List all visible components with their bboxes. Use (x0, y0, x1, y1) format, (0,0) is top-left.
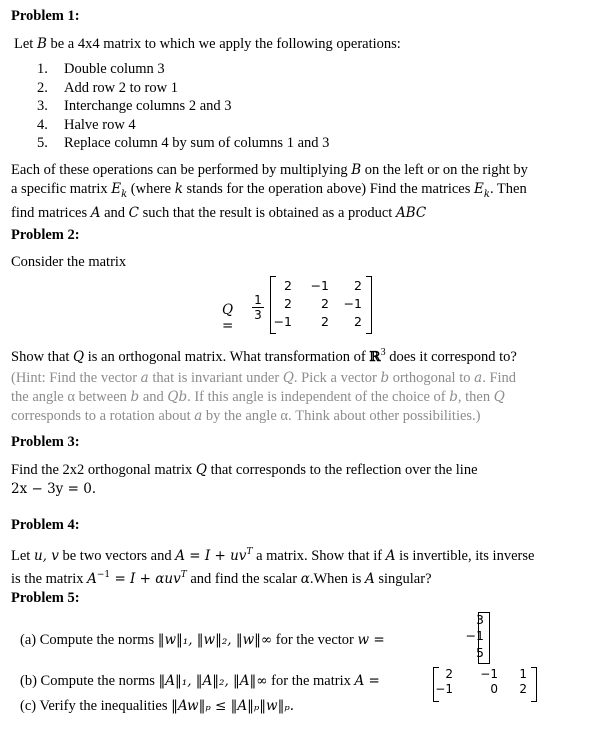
p4-text: and find the scalar (186, 570, 301, 587)
desc-var: A (90, 204, 101, 221)
p3-text: that corresponds to the reflection over the line (206, 462, 478, 478)
hint-text: orthogonal to (389, 370, 475, 386)
p5b-text: for the matrix (267, 673, 355, 689)
hint-text: by the angle α. Think about other possibilities.) (202, 408, 481, 424)
hint-var: b (130, 389, 140, 405)
desc-text: Each of these operations can be performed by multiplying (11, 162, 352, 178)
desc-var: B (351, 162, 362, 178)
problem-1-description (11, 161, 597, 223)
p4-sup: T (246, 547, 253, 557)
op-text: Interchange columns 2 and 3 (64, 98, 232, 114)
desc-var: C (128, 204, 140, 221)
matrix-cell: 2 (519, 682, 527, 696)
p4-sup: T (180, 569, 187, 580)
desc-var: ABC (395, 204, 427, 221)
op-text: Replace column 4 by sum of columns 1 and 3 (64, 135, 330, 151)
reals-symbol: ℝ (369, 348, 381, 365)
hint-text: corresponds to a rotation about (11, 408, 195, 424)
hint-text: . If this angle is independent of the choice of (187, 389, 450, 405)
problem-1-heading: Problem 1: (11, 8, 80, 24)
p4-var: A (87, 570, 97, 587)
desc-text: a specific matrix (11, 181, 112, 197)
op-num: 2. (37, 79, 48, 96)
p5b-text: (b) Compute the norms (20, 673, 159, 689)
p4-var: A (385, 547, 396, 564)
hint-var: Q (282, 370, 294, 386)
p4-text: Let (11, 547, 34, 564)
hint-text: . Pick a vector (293, 370, 381, 386)
hint-text: , then (457, 389, 494, 405)
desc-var: E (474, 181, 484, 197)
p5a-text: (a) Compute the norms (20, 632, 158, 648)
matrix-cell: 2 (321, 296, 329, 311)
desc-var: k (174, 181, 183, 197)
hint-text: (Hint: Find the vector (11, 370, 141, 386)
p4-sup: −1 (96, 569, 111, 580)
op-num: 3. (37, 98, 48, 114)
p4-text: is invertible, its inverse (395, 547, 535, 564)
p4-var: = I + αuv (110, 570, 181, 587)
fraction (252, 293, 264, 322)
desc-subscript: k (121, 188, 128, 200)
matrix-cell: 1 (519, 667, 527, 681)
p4-text: a matrix. Show that if (252, 547, 386, 564)
hint-text: the angle α between (11, 389, 131, 405)
desc-text: stands for the operation above) Find the matrices (182, 181, 475, 197)
p4-text: is the matrix (11, 570, 88, 587)
matrix-right-bracket (366, 276, 372, 334)
q-label: Q = (222, 302, 234, 334)
desc-subscript: k (483, 188, 490, 200)
matrix-cell: −1 (273, 314, 292, 329)
problem-2-consider: Consider the matrix (11, 254, 127, 270)
matrix-cell: 2 (284, 278, 292, 293)
op-text: Add row 2 to row 1 (64, 79, 178, 96)
intro-text: Let (14, 36, 37, 52)
p5b-var: A = (354, 673, 380, 689)
matrix-cell: 0 (490, 682, 498, 696)
problem-1-intro (14, 35, 597, 54)
question-var: Q (73, 348, 85, 365)
matrix-cell: 2 (354, 314, 362, 329)
vector-right-bracket (484, 612, 490, 664)
vector-cell: −1 (465, 628, 484, 643)
problem-2-hint (11, 369, 597, 426)
problem-4-text (11, 543, 597, 589)
p5b-norms: ‖A‖₁, ‖A‖₂, ‖A‖∞ (158, 673, 268, 689)
matrix-cell: 2 (321, 314, 329, 329)
p5a-text: for the vector (272, 632, 358, 648)
problem-3-text (11, 461, 597, 499)
p5c-text: (c) Verify the inequalities (20, 698, 172, 714)
problem-5-heading: Problem 5: (11, 590, 80, 606)
line-equation: 2x − 3y = 0. (11, 481, 97, 497)
p4-text: singular? (374, 570, 432, 587)
p3-text: Find the 2x2 orthogonal matrix (11, 462, 196, 478)
op-text: Double column 3 (64, 61, 165, 77)
p4-text: be two vectors and (58, 547, 176, 564)
operation-item (37, 60, 597, 79)
problem-3-heading: Problem 3: (11, 434, 80, 450)
hint-var: a (474, 370, 483, 386)
p4-var: A = I + uv (175, 547, 247, 564)
desc-var: E (111, 181, 122, 197)
hint-text: that is invariant under (148, 370, 283, 386)
desc-text: on the left or on the right by (361, 162, 528, 178)
hint-text: and (139, 389, 168, 405)
desc-text: (where (127, 181, 175, 197)
hint-var: b (449, 389, 458, 405)
question-text: is an orthogonal matrix. What transformation of (84, 348, 370, 365)
hint-var: a (140, 370, 149, 386)
matrix-cell: −1 (310, 278, 329, 293)
p3-var: Q (195, 462, 207, 478)
reals-exponent: 3 (380, 347, 386, 358)
operation-item (37, 134, 597, 153)
matrix-cell: 2 (445, 667, 453, 681)
op-text: Halve row 4 (64, 116, 136, 133)
operation-item (37, 79, 597, 98)
hint-var: Qb (167, 389, 188, 405)
hint-text: . Find (482, 370, 517, 386)
matrix-cell: 2 (354, 278, 362, 293)
desc-text: and (100, 204, 129, 221)
matrix-cell: 2 (284, 296, 292, 311)
p5a-var: w = (357, 632, 385, 648)
problem-2-heading: Problem 2: (11, 227, 80, 243)
question-text: does it correspond to? (385, 348, 517, 365)
intro-var: B (36, 36, 47, 52)
problem-2-question (11, 343, 597, 367)
hint-var: Q (493, 389, 505, 405)
matrix-cell: −1 (480, 667, 498, 681)
op-num: 1. (37, 61, 48, 77)
op-num: 5. (37, 135, 48, 151)
hint-var: a (194, 408, 203, 424)
p5c-inequality: ‖Aw‖ₚ ≤ ‖A‖ₚ‖w‖ₚ. (171, 698, 295, 714)
operation-item (37, 97, 597, 116)
hint-var: b (380, 370, 390, 386)
problem-4-heading: Problem 4: (11, 517, 80, 533)
desc-text: find matrices (11, 204, 91, 221)
desc-text: . Then (489, 181, 527, 197)
question-text: Show that (11, 348, 74, 365)
operation-item (37, 116, 597, 135)
desc-text: such that the result is obtained as a product (139, 204, 396, 221)
p4-var: u, v (33, 547, 59, 564)
vector-cell: 5 (476, 645, 484, 660)
matrix-cell: −1 (343, 296, 362, 311)
matrix-cell: −1 (435, 682, 453, 696)
p4-var: A (364, 570, 375, 587)
vector-cell: 3 (476, 612, 484, 627)
problem-5c (20, 697, 597, 716)
p5a-norms: ‖w‖₁, ‖w‖₂, ‖w‖∞ (157, 632, 273, 648)
operations-list (37, 60, 597, 153)
intro-text-2: be a 4x4 matrix to which we apply the following operations: (46, 36, 401, 52)
op-num: 4. (37, 116, 48, 133)
p4-text: .When is (309, 570, 365, 587)
problem-5a (20, 631, 597, 650)
fraction-numerator: 1 (254, 293, 262, 307)
p4-var: α (300, 570, 310, 587)
fraction-denominator: 3 (252, 307, 264, 322)
